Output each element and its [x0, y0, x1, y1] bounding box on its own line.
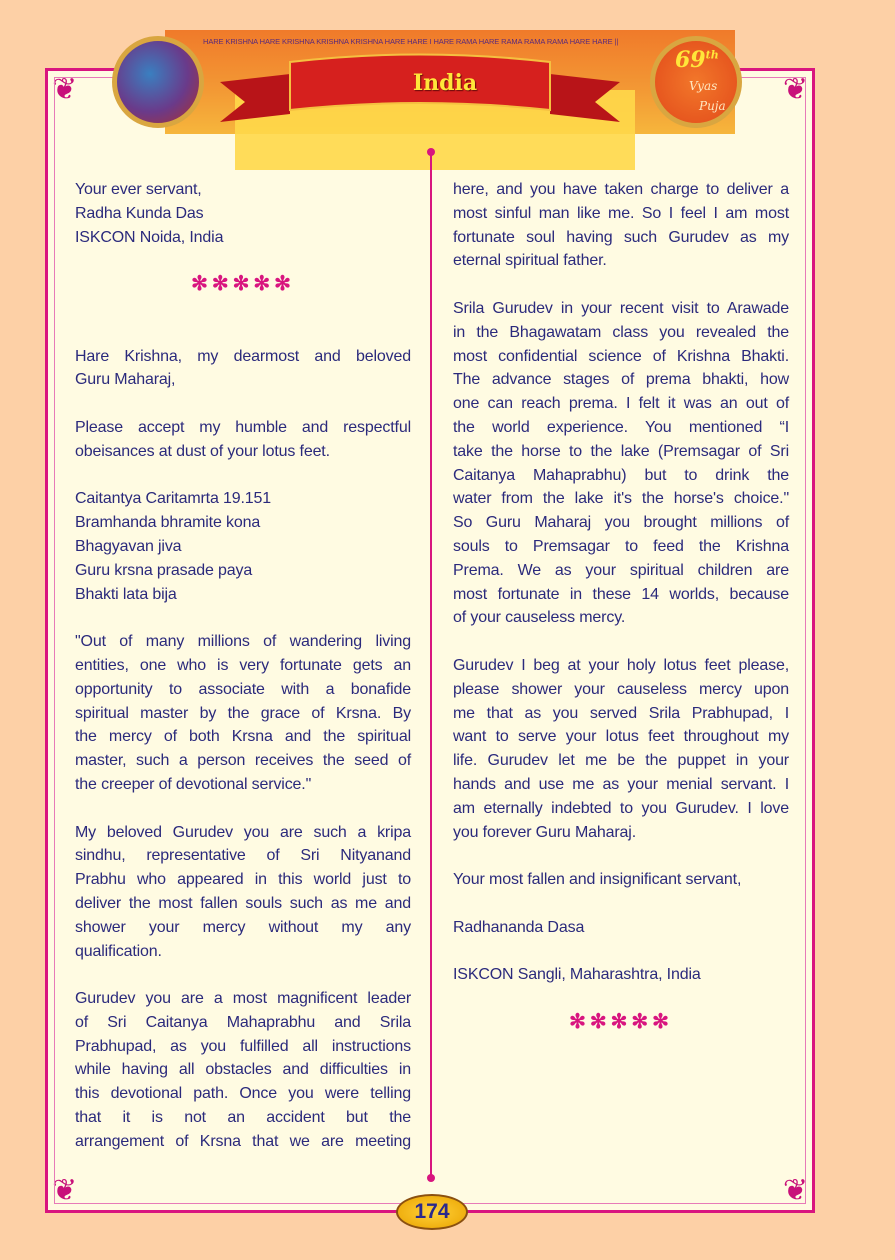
text-line: hands and use me as your menial servant. I — [453, 775, 789, 793]
text-line: the world experience. You mentioned “I — [453, 418, 789, 436]
text-line: here, and you have taken charge to deliver a — [453, 181, 789, 198]
text-line: Radhananda Dasa — [453, 918, 585, 936]
text-line: ISKCON Sangli, Maharashtra, India — [453, 966, 701, 984]
text-line: while having all obstacles and difficulties in — [75, 1061, 411, 1079]
divider-dot — [427, 1174, 435, 1182]
ornament-icon: ❦ — [52, 73, 78, 106]
text-line: Hare Krishna, my dearmost and beloved — [75, 347, 411, 365]
text-line: Your ever servant, — [75, 181, 202, 198]
text-line: souls to Premsagar to feed the Krishna — [453, 537, 789, 555]
paragraph — [75, 345, 411, 393]
text-line: arrangement of Krsna that we are meeting — [75, 1132, 411, 1150]
text-line: Radha Kunda Das — [75, 204, 204, 222]
text-line: water from the lake it's the horse's choice." — [453, 490, 789, 508]
text-line: Guru krsna prasade paya — [75, 561, 253, 579]
text-line: of your causeless mercy. — [453, 609, 626, 627]
text-block — [453, 916, 789, 940]
text-line: entities, one who is very fortunate gets an — [75, 656, 411, 674]
text-block — [453, 963, 789, 987]
text-line: in the Bhagawatam class you revealed the — [453, 323, 789, 341]
text-line: The advance stages of prema bhakti, how — [453, 371, 789, 389]
text-line: want to serve your lotus feet throughout my — [453, 728, 789, 746]
text-line: eternal spiritual father. — [453, 252, 607, 270]
text-line: take the horse to the lake (Premsagar of Sri — [453, 442, 789, 460]
badge-suffix: th — [705, 48, 719, 62]
text-line: life. Gurudev let me be the puppet in your — [453, 752, 789, 770]
ornament-icon: ❦ — [52, 1174, 78, 1207]
text-line: Please accept my humble and respectful — [75, 418, 411, 436]
text-line: Bramhanda bhramite kona — [75, 514, 261, 532]
text-line: ISKCON Noida, India — [75, 228, 224, 246]
text-line: Caitantya Caritamrta 19.151 — [75, 490, 272, 508]
text-line: spiritual master by the grace of Krsna. By — [75, 704, 411, 722]
text-line: Prabhupad, as you fulfilled all instructions — [75, 1037, 411, 1055]
vyas-puja-badge — [650, 36, 742, 128]
text-line: Bhakti lata bija — [75, 585, 177, 603]
ornament-icon: ❦ — [782, 73, 808, 106]
badge-line1: Vyas — [689, 79, 718, 93]
text-line: the mercy of both Krsna and the spiritual — [75, 728, 411, 746]
paragraph — [75, 416, 411, 464]
paragraph — [75, 987, 411, 1154]
text-line: qualification. — [75, 942, 162, 960]
page-number: 174 — [396, 1194, 468, 1230]
text-line: fortunate soul having such Gurudev as my — [453, 228, 789, 246]
badge-line2: Puja — [699, 99, 726, 113]
paragraph — [75, 821, 411, 964]
text-line: obeisances at dust of your lotus feet. — [75, 442, 330, 460]
text-line: deliver the most fallen souls such as me and — [75, 894, 411, 912]
text-line: you forever Guru Maharaj. — [453, 823, 637, 841]
mantra-text: HARE KRISHNA HARE KRISHNA KRISHNA KRISHNA HARE HARE I HARE RAMA HARE RAMA RAMA RAMA HARE HARE || — [203, 37, 619, 46]
ornament-icon: ❦ — [782, 1174, 808, 1207]
text-line: Bhagyavan jiva — [75, 537, 182, 555]
text-line: am eternally indebted to you Gurudev. I love — [453, 799, 789, 817]
right-column — [453, 178, 789, 1082]
text-line: master, such a person receives the seed of — [75, 752, 411, 770]
text-block — [453, 868, 789, 892]
text-line: me that as you served Srila Prabhupad, I — [453, 704, 789, 722]
text-line: Caitanya Mahaprabhu) but to drink the — [453, 466, 789, 484]
paragraph — [453, 654, 789, 844]
text-line: of Sri Caitanya Mahaprabhu and Srila — [75, 1013, 411, 1031]
text-block — [75, 178, 411, 249]
text-block — [75, 487, 411, 606]
paragraph — [75, 630, 411, 797]
text-line: please shower your causeless mercy upon — [453, 680, 789, 698]
text-line: this devotional path. Once you were telling — [75, 1085, 411, 1103]
text-line: most sinful man like me. So I feel I am most — [453, 204, 789, 222]
badge-number: 69 — [675, 47, 706, 73]
text-line: opportunity to associate with a bonafide — [75, 680, 411, 698]
text-line: most fortunate in these 14 worlds, because — [453, 585, 789, 603]
separator-stars: ✻✻✻✻✻ — [569, 1010, 673, 1033]
text-line: "Out of many millions of wandering living — [75, 633, 411, 651]
section-title: India — [412, 70, 478, 96]
text-line: Gurudev you are a most magnificent leader — [75, 990, 411, 1008]
separator-stars: ✻✻✻✻✻ — [191, 273, 295, 296]
text-line: Prabhu who appeared in this world just to — [75, 871, 411, 889]
column-divider — [430, 152, 432, 1178]
text-line: Srila Gurudev in your recent visit to Arawade — [453, 299, 789, 317]
text-line: most confidential science of Krishna Bhakti. — [453, 347, 789, 365]
text-line: Your most fallen and insignificant servant, — [453, 871, 742, 889]
divider-dot — [427, 148, 435, 156]
text-line: shower your mercy without my any — [75, 918, 411, 936]
text-line: that it is not an accident but the — [75, 1109, 411, 1127]
text-line: Gurudev I beg at your holy lotus feet please, — [453, 656, 789, 674]
text-line: So Guru Maharaj you brought millions of — [453, 514, 789, 532]
text-line: the creeper of devotional service." — [75, 775, 312, 793]
text-line: My beloved Gurudev you are such a kripa — [75, 823, 411, 841]
paragraph — [453, 297, 789, 630]
text-line: Prema. We as your spiritual children are — [453, 561, 789, 579]
text-line: sindhu, representative of Sri Nityanand — [75, 847, 411, 865]
paragraph — [453, 178, 789, 273]
text-line: Guru Maharaj, — [75, 371, 176, 389]
left-column — [75, 178, 411, 1154]
text-line: one can reach prema. I felt it was an out of — [453, 395, 789, 413]
deity-medallion — [112, 36, 204, 128]
